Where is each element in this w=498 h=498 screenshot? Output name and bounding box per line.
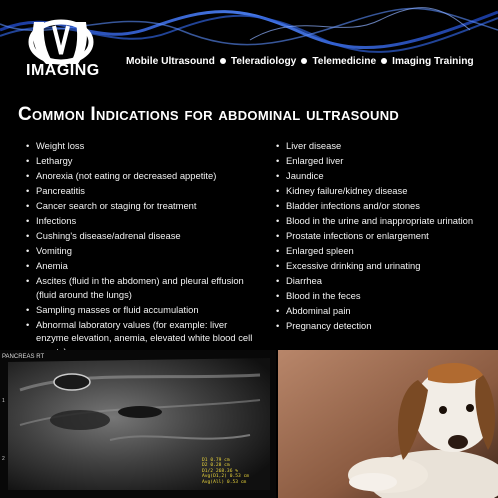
beagle-graphic xyxy=(278,350,498,498)
tagline-item: Telemedicine xyxy=(312,56,377,67)
list-item: • Kidney failure/kidney disease xyxy=(276,184,498,198)
list-item: • Abdominal pain xyxy=(276,304,498,318)
list-item: • Anorexia (not eating or decreased appetite) xyxy=(26,169,262,183)
tagline-item: Mobile Ultrasound xyxy=(126,56,215,67)
left-indication-list xyxy=(26,139,262,360)
header xyxy=(0,0,498,90)
list-item: • Ascites (fluid in the abdomen) and pleural effusion (fluid around the lungs) xyxy=(26,274,262,302)
svg-text:1: 1 xyxy=(2,398,5,404)
right-indication-list xyxy=(276,139,498,334)
bullet-icon xyxy=(381,58,387,64)
list-item: • Bladder infections and/or stones xyxy=(276,199,498,213)
tagline-item: Imaging Training xyxy=(392,56,474,67)
list-item: • Prostate infections or enlargement xyxy=(276,229,498,243)
svg-text:2: 2 xyxy=(2,456,5,462)
list-item: • Liver disease xyxy=(276,139,498,153)
list-item: • Infections xyxy=(26,214,262,228)
list-item: • Pregnancy detection xyxy=(276,319,498,333)
list-item: • Excessive drinking and urinating xyxy=(276,259,498,273)
list-item: • Abnormal laboratory values (for example: liver enzyme elevation, anemia, elevated white blood cell xyxy=(26,318,262,359)
measurement-row: Avg(D1,2) 0.53 cm xyxy=(202,474,250,480)
list-item: • Blood in the urine and inappropriate urination xyxy=(276,214,498,228)
list-item: • Pancreatitis xyxy=(26,184,262,198)
list-item: • Lethargy xyxy=(26,154,262,168)
tagline xyxy=(126,56,498,67)
list-item: • Jaundice xyxy=(276,169,498,183)
list-item: • Cancer search or staging for treatment xyxy=(26,199,262,213)
list-item: • Diarrhea xyxy=(276,274,498,288)
page-title: Common Indications for abdominal ultrasound xyxy=(18,104,400,125)
beagle-photo xyxy=(278,350,498,498)
list-item: • Cushing's disease/adrenal disease xyxy=(26,229,262,243)
ultrasound-label: PANCREAS RT xyxy=(2,354,45,360)
measurement-table xyxy=(202,458,249,485)
bullet-icon xyxy=(301,58,307,64)
list-item: • Sampling masses or fluid accumulation xyxy=(26,303,262,317)
bullet-icon xyxy=(220,58,226,64)
measurement-row: Avg(All) 0.53 cm xyxy=(202,479,247,485)
measurement-row: D1/2 268.36 % xyxy=(202,468,238,474)
list-item: • Vomiting xyxy=(26,244,262,258)
list-item: • Anemia xyxy=(26,259,262,273)
list-item: • Enlarged liver xyxy=(276,154,498,168)
logo-text: IMAGING xyxy=(26,62,100,79)
tagline-item: Teleradiology xyxy=(230,56,297,67)
ultrasound-image xyxy=(0,350,276,498)
measurement-row: D2 0.28 cm xyxy=(202,463,230,469)
list-item: • Enlarged spleen xyxy=(276,244,498,258)
list-item: • Weight loss xyxy=(26,139,262,153)
measurement-row: D1 0.79 cm xyxy=(202,458,230,463)
list-item: • Blood in the feces xyxy=(276,289,498,303)
